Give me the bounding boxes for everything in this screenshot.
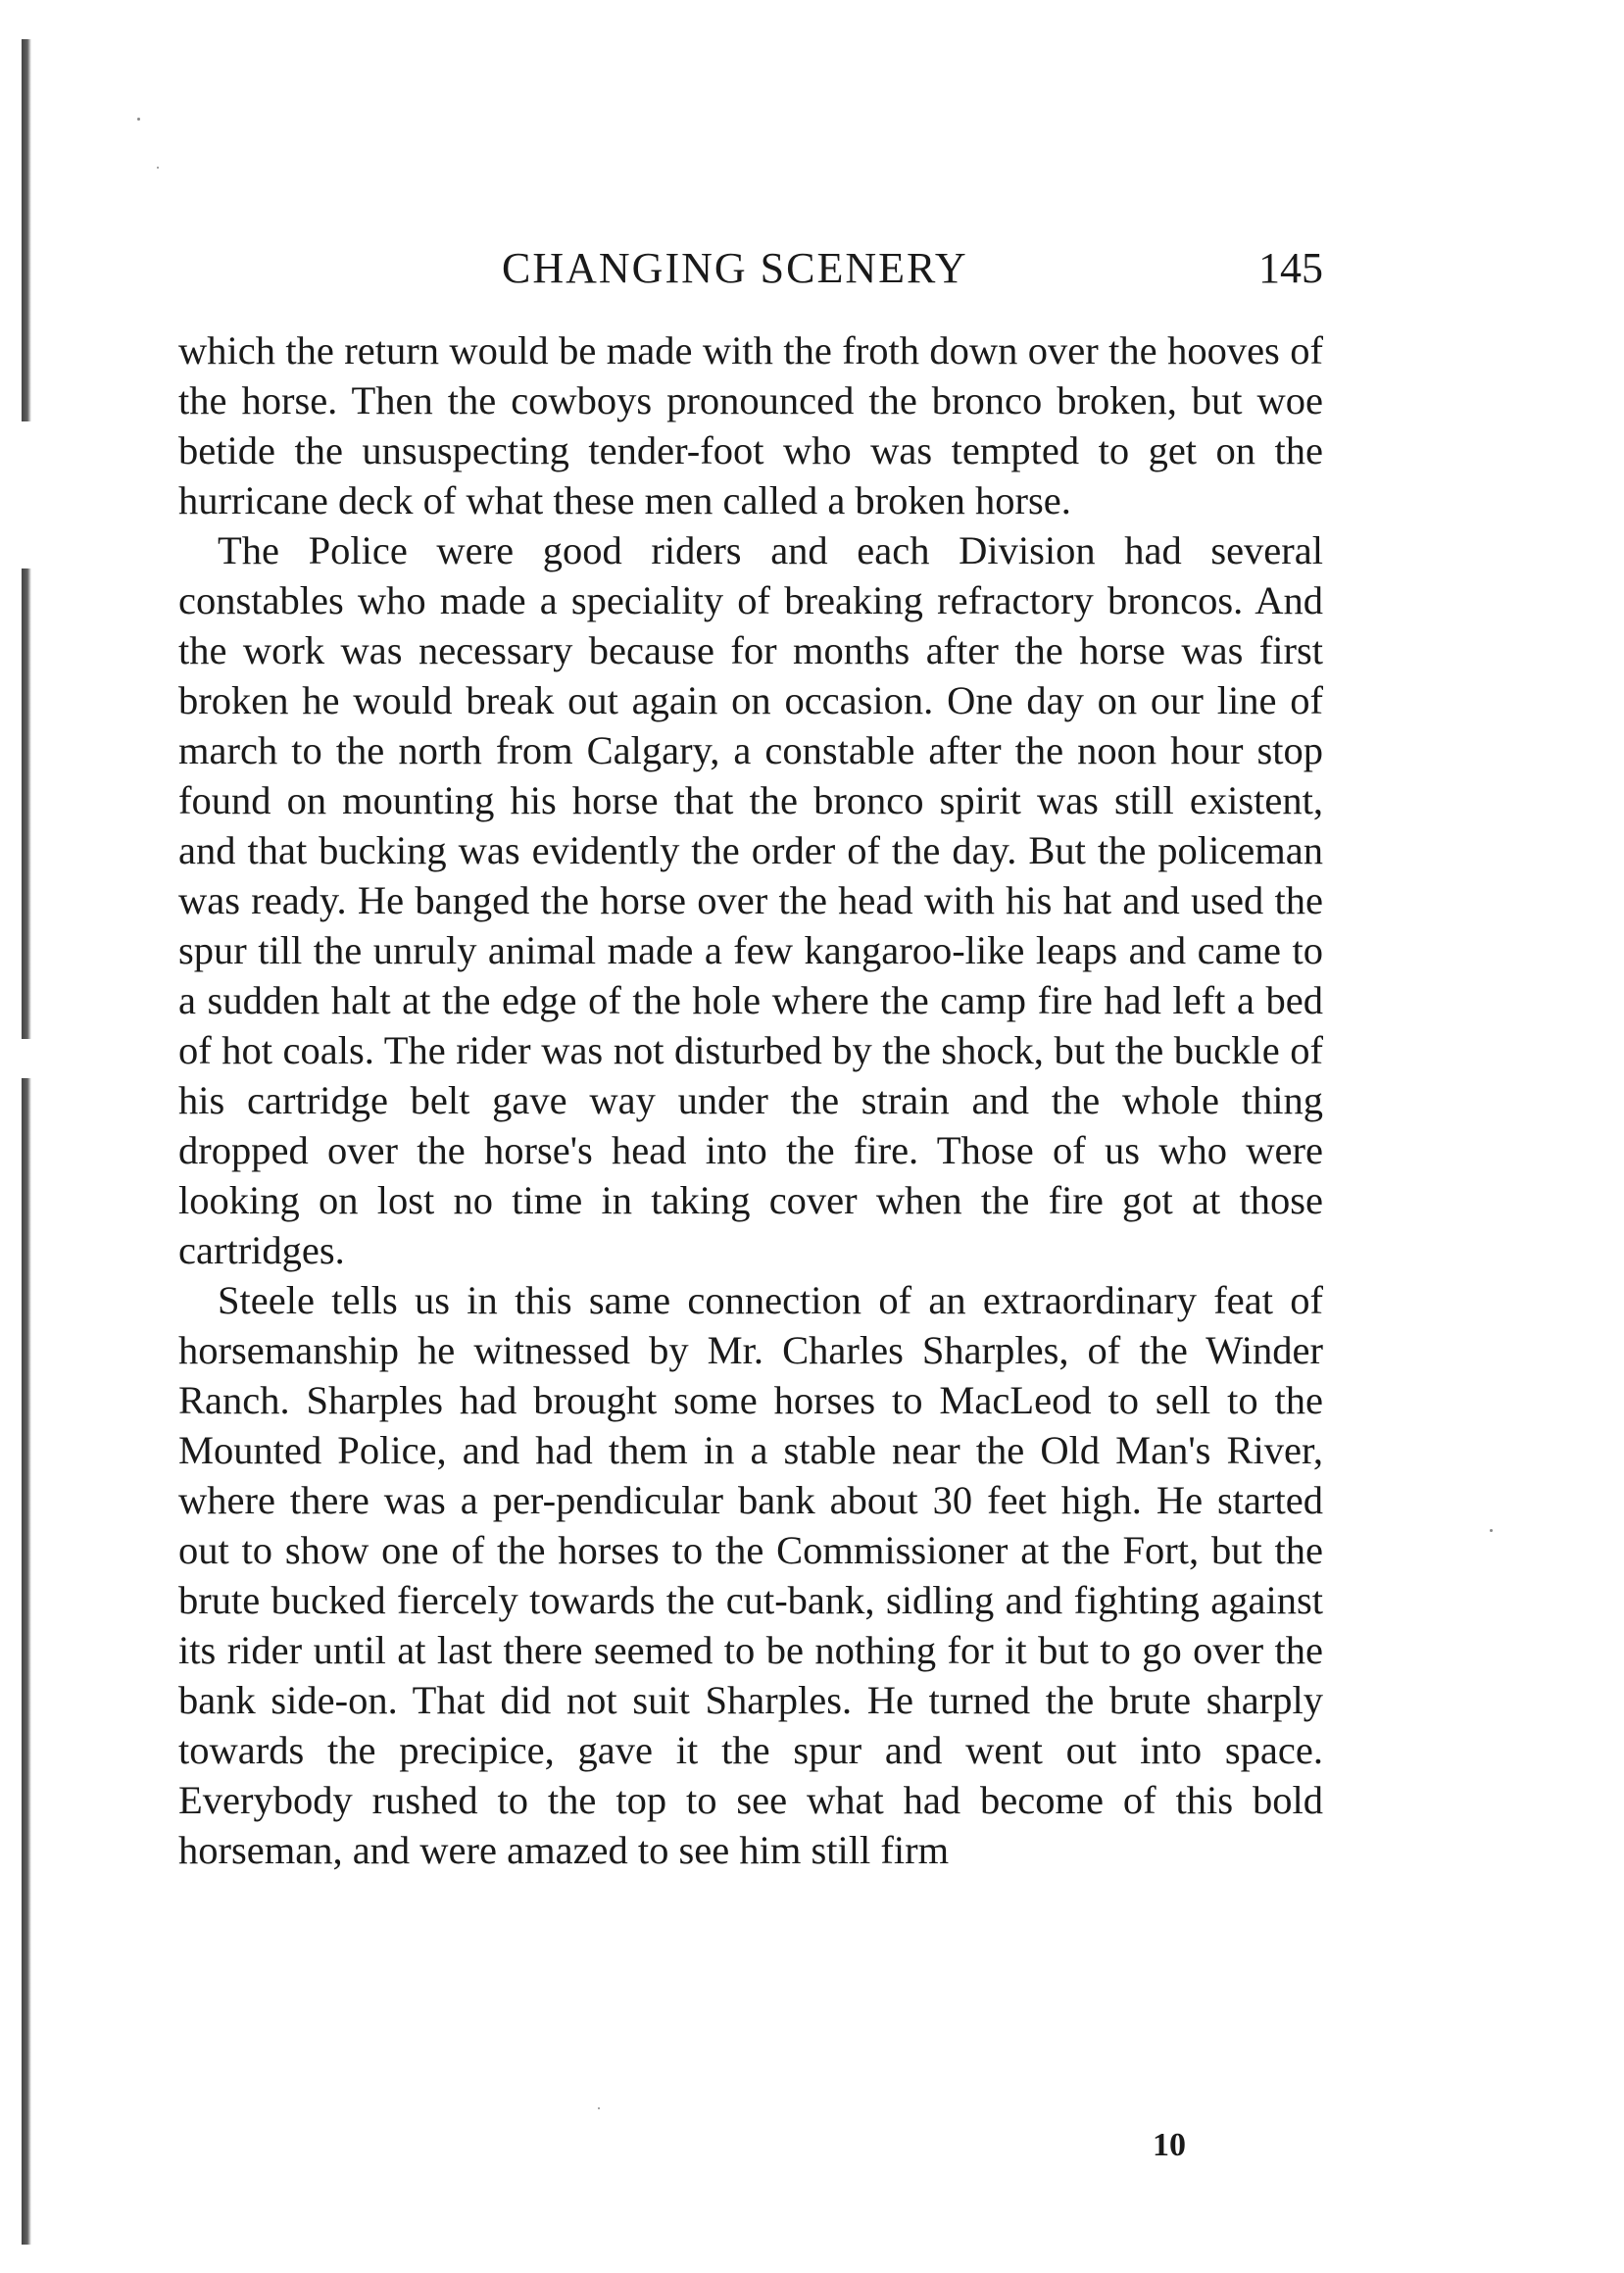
page-number: 145 xyxy=(1258,244,1323,292)
running-head-title: CHANGING SCENERY xyxy=(502,244,968,292)
paragraph: The Police were good riders and each Division had several constables who made a speciality of breaking refractory broncos. And the work was necessary because for months after the horse was first broken he would break out again on occasion. One day on our line of march to the north from Calgary, a constable after the noon hour stop found on mounting his horse that the bronco spirit was still existent, and that bucking was evidently the order of the day. But the policeman was ready. He banged the horse over the head with his hat and used the spur till the unruly animal made a few kangaroo-like leaps and came to a sudden halt at the edge of the hole where the camp fire had left a bed of hot coals. The rider was not disturbed by the shock, but the buckle of his cartridge belt gave way under the strain and the whole thing dropped over the horse's head into the fire. Those of us who were looking on lost no time in taking cover when the fire got at those cartridges. xyxy=(178,528,1323,1272)
paper-speck xyxy=(157,167,159,169)
running-head xyxy=(178,243,1323,302)
paper-speck xyxy=(598,2107,600,2109)
binding-gap xyxy=(22,1039,31,1078)
binding-gap xyxy=(22,421,31,568)
paragraph: which the return would be made with the froth down over the hooves of the horse. Then the cowboys pronounced the bronco broken, but woe betide the unsuspecting tender-foot who was tempted to get on the hurricane deck of what these men called a broken horse. xyxy=(178,328,1323,522)
paper-speck xyxy=(137,118,140,121)
binding-shadow xyxy=(22,39,31,2245)
signature-mark: 10 xyxy=(1153,2127,1186,2163)
paper-speck xyxy=(1490,1529,1493,1532)
body-text xyxy=(178,325,1323,1875)
paragraph: Steele tells us in this same connection of an extraordinary feat of horsemanship he witnessed by Mr. Charles Sharples, of the Winder Ranch. Sharples had brought some horses to MacLeod to sell to the Mounted Police, and had them in a stable near the Old Man's River, where there was a per-pendicular bank about 30 feet high. He started out to show one of the horses to the Commissioner at the Fort, but the brute bucked fiercely towards the cut-bank, sidling and fighting against its rider until at last there seemed to be nothing for it but to go over the bank side-on. That did not suit Sharples. He turned the brute sharply towards the precipice, gave it the spur and went out into space. Everybody rushed to the top to see what had become of this bold horseman, and were amazed to see him still firm xyxy=(178,1278,1323,1872)
